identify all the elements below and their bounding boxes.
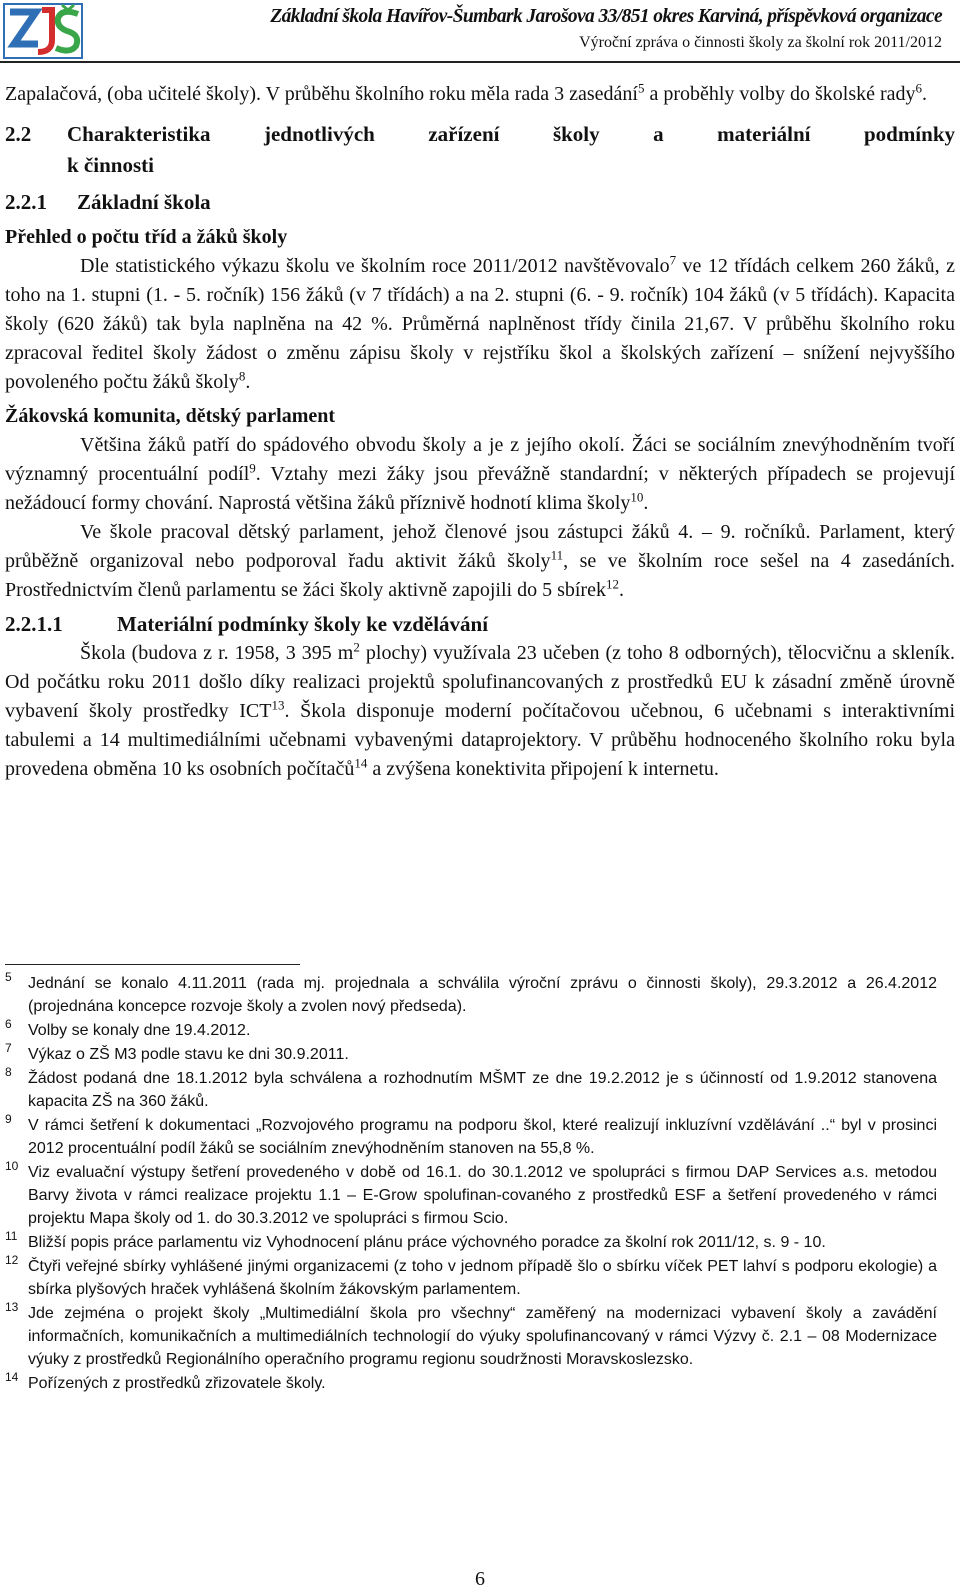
material-number: 2.2.1.1 [5, 612, 63, 636]
page-header [0, 0, 960, 62]
section-2-2-1-heading [5, 187, 955, 218]
community-paragraph-2: Ve škole pracoval dětský parlament, jehož členové jsou zástupci žáků 4. – 9. ročníků. Parlament, který průběžně organizoval nebo podporoval řadu aktivit žáků školy$^{11}$, se ve školním roce sešel na 4 zasedáních. Prostřednictvím členů parlamentu se žáci školy aktivně zapojili do 5 sbírek$^{12}$. [5, 521, 955, 601]
material-paragraph: Škola (budova z r. 1958, 3 395 $m^2$ plochy) využívala 23 učeben (z toho 8 odborných), tělocvičnu a skleník. Od počátku roku 2011 došlo díky realizaci projektů spolufinancovaných z prostředků EU k zásadní změně úrovně vybavení školy prostředky ICT$^{13}$. Škola disponuje moderní počítačovou učebnou, 6 učebnami s interaktivními tabulemi a 14 multimediálními učebnami vybavenými dataprojektory. V průběhu hodnoceného školního roku byla provedena obměna 10 ks osobních počítačů$^{14}$ a zvýšena konektivita připojení k internetu. [5, 639, 955, 780]
main-content [5, 80, 955, 784]
footnote: 11 Bližší popis práce parlamentu viz Vyhodnocení plánu práce výchovného poradce za školní rok 2011/12, s. 9 - 10. [5, 1229, 826, 1251]
footnote-divider [5, 964, 300, 965]
footnote: 8 Žádost podaná dne 18.1.2012 byla schválena a rozhodnutím MŠMT ze dne 19.2.2012 je s účinností od 1.9.2012 stanovena kapacita ZŠ na 360 žáků. [5, 1065, 937, 1110]
footnote: 13 Jde zejména o projekt školy „Multimediální škola pro všechny“ zaměřený na modernizaci vybavení školy a zavádění informačních, komunikačních a multimediálních technologií do výuky spolufinancovaný v rámci Výzvy č. 2.1 – 08 Modernizace výuky z prostředků Regionálního operačního programu regionu soudržnosti Moravskoslezsko. [5, 1300, 937, 1368]
footnote: 12 Čtyři veřejné sbírky vyhlášené jinými organizacemi (z toho v jednom případě šlo o sbírku víček PET lahví s podporu ekologie) a sbírka plyšových hraček vyhlášená školním žákovským parlamentem. [5, 1253, 937, 1298]
section-number: 2.2 [5, 122, 32, 146]
footnote: 7 Výkaz o ZŠ M3 podle stavu ke dni 30.9.2011. [5, 1041, 349, 1063]
footnote: 10 Viz evaluační výstupy šetření provedeného v době od 16.1. do 30.1.2012 ve spolupráci s firmou DAP Services a.s. metodou Barvy života v rámci realizace projektu 1.1 – E-Grow spolufinan-covaného z prostředků ESF a šetření provedeného v rámci projektu Mapa školy od 1. do 30.3.2012 ve spolupráci s firmou Scio. [5, 1159, 937, 1227]
header-divider [0, 61, 960, 63]
footnote: 9 V rámci šetření k dokumentaci „Rozvojového programu na podporu škol, které realizují inkluzívní vzdělávání ..“ byl v prosinci 2012 procentuální podíl žáků se sociálním znevýhodněním stanoven na 55,8 %. [5, 1112, 937, 1157]
section-title-line2: k činnosti [67, 153, 154, 177]
section-2-2-heading [5, 119, 955, 150]
material-heading [5, 609, 955, 639]
report-title: Výroční zpráva o činnosti školy za školní rok 2011/2012 [579, 34, 942, 51]
school-name: Základní škola Havířov-Šumbark Jarošova 33/851 okres Karviná, příspěvková organizace [270, 6, 942, 27]
section-2-2-heading-cont [5, 150, 955, 181]
subsection-title: Základní škola [77, 190, 211, 214]
footnote: 6 Volby se konaly dne 19.4.2012. [5, 1017, 251, 1039]
footnote: 14 Pořízených z prostředků zřizovatele školy. [5, 1370, 326, 1392]
subsection-number: 2.2.1 [5, 190, 47, 214]
footnotes [5, 972, 937, 1396]
intro-paragraph: Zapalačová, (oba učitelé školy). V průběhu školního roku měla rada 3 zasedání$^5$ a proběhly volby do školské rady$^6$. [5, 80, 928, 105]
footnote: 5 Jednání se konalo 4.11.2011 (rada mj. projednala a schválila výroční zprávu o činnosti školy), 29.3.2012 a 26.4.2012 (projednána koncepce rozvoje školy a zvolen nový předseda). [5, 970, 937, 1015]
community-heading: Žákovská komunita, dětský parlament [5, 405, 336, 427]
page-number: 6 [475, 1568, 485, 1590]
school-logo [2, 2, 84, 60]
material-title: Materiální podmínky školy ke vzdělávání [117, 612, 489, 636]
section-title-line1: Charakteristika jednotlivých zařízení školy a materiální podmínky [67, 122, 955, 146]
overview-paragraph: Dle statistického výkazu školu ve školním roce 2011/2012 navštěvovalo$^7$ ve 12 třídách celkem 260 žáků, z toho na 1. stupni (1. - 5. ročník) 156 žáků (v 7 třídách) a na 2. stupni (6. - 9. ročník) 104 žáků (v 5 třídách). Kapacita školy (620 žáků) tak byla naplněna na 42 %. Průměrná naplněnost třídy činila 21,67. V průběhu školního roku zpracoval ředitel školy žádost o změnu zápisu školy v rejstříku škol a školských zařízení – snížení nejvyššího povoleného počtu žáků školy$^8$. [5, 252, 956, 393]
overview-heading: Přehled o počtu tříd a žáků školy [5, 226, 288, 248]
community-paragraph-1: Většina žáků patří do spádového obvodu školy a je z jejího okolí. Žáci se sociálním znevýhodněním tvoří významný procentuální podíl$^9$. Vztahy mezi žáky jsou převážně standardní; v některých případech se projevují nežádoucí formy chování. Naprostá většina žáků příznivě hodnotí klima školy$^{10}$. [5, 434, 956, 514]
